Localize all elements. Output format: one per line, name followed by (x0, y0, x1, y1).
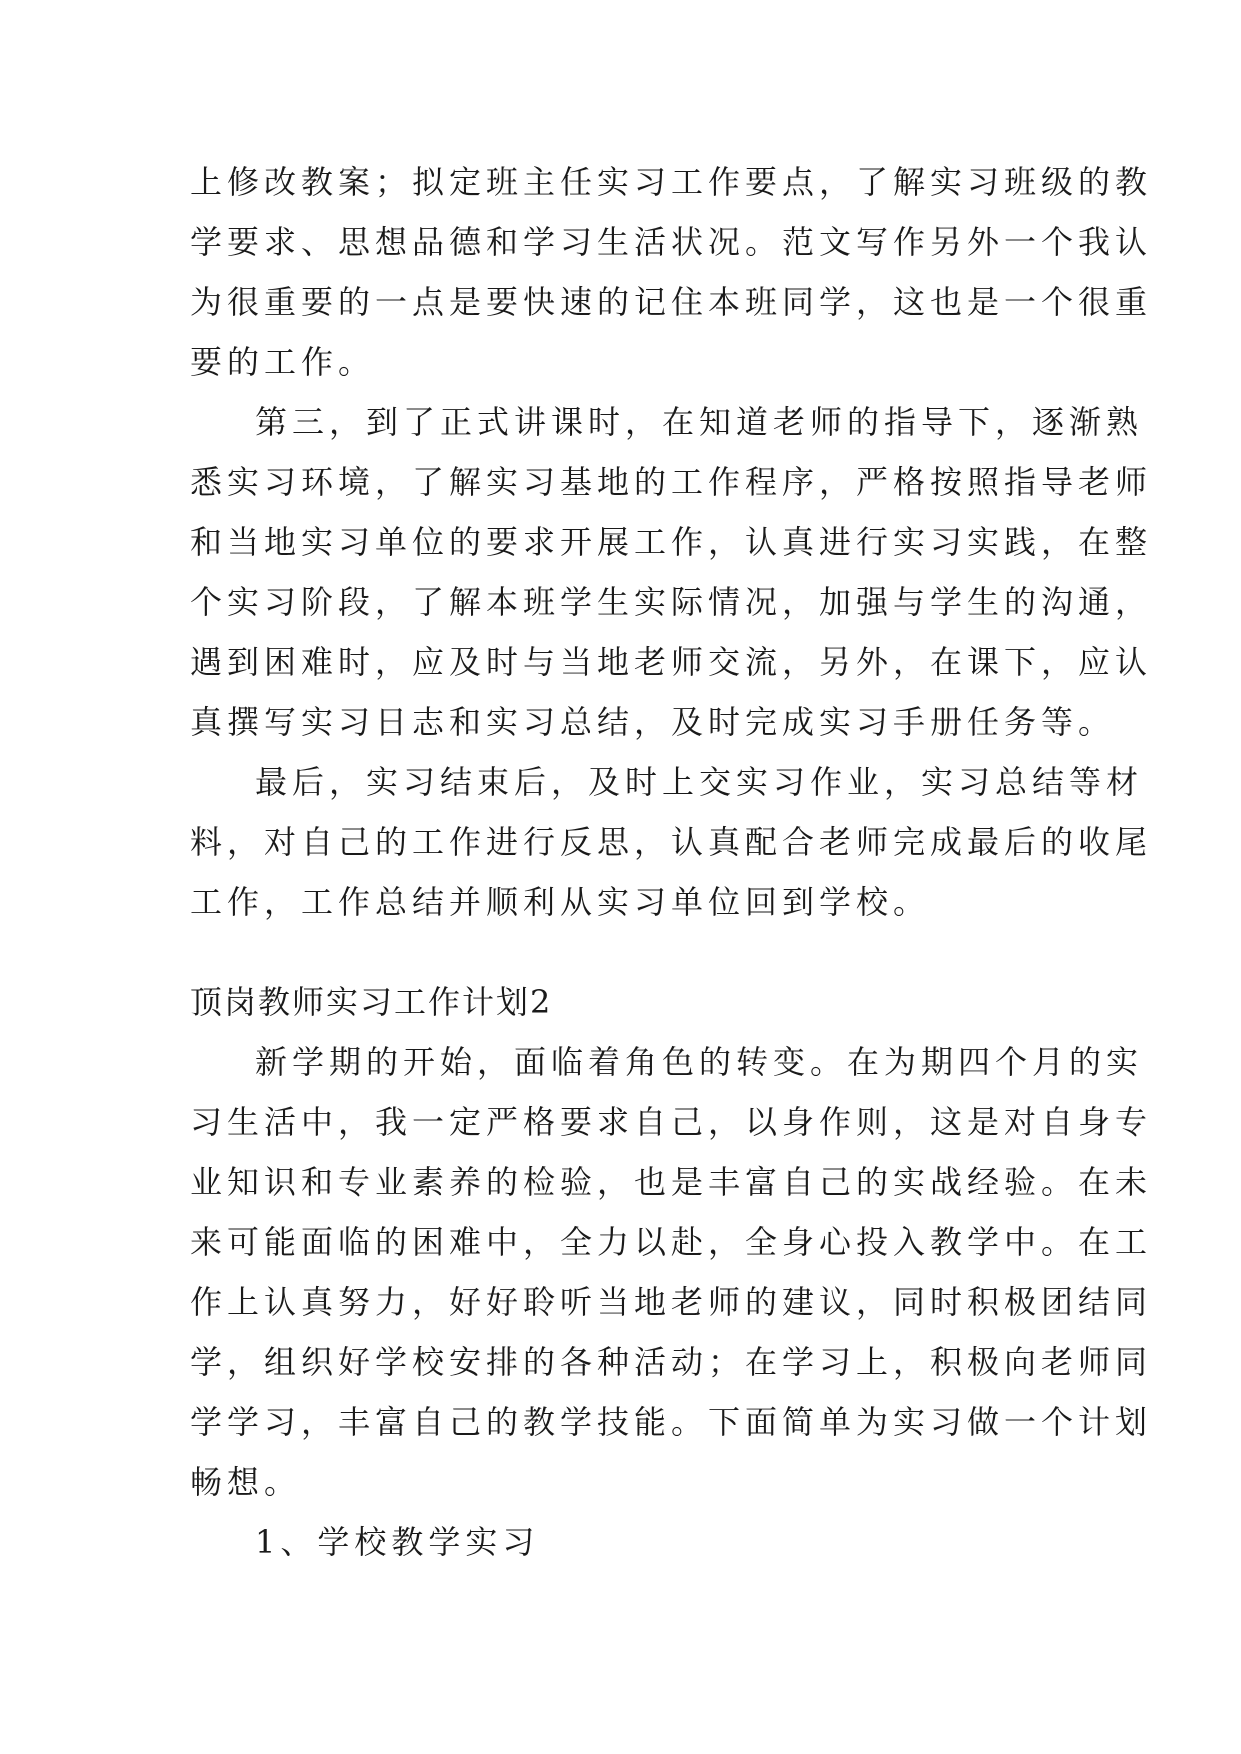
paragraph-line: 和当地实习单位的要求开展工作，认真进行实习实践，在整 (190, 523, 1153, 561)
paragraph-line: 悉实习环境，了解实习基地的工作程序，严格按照指导老师 (190, 463, 1153, 501)
paragraph-line: 第三，到了正式讲课时，在知道老师的指导下，逐渐熟 (255, 403, 1144, 441)
paragraph-line: 工作，工作总结并顺利从实习单位回到学校。 (190, 883, 931, 921)
paragraph-line: 学，组织好学校安排的各种活动；在学习上，积极向老师同 (190, 1343, 1153, 1381)
paragraph-line: 新学期的开始，面临着角色的转变。在为期四个月的实 (255, 1043, 1144, 1081)
paragraph-line: 要的工作。 (190, 343, 376, 381)
paragraph-line: 来可能面临的困难中，全力以赴，全身心投入教学中。在工 (190, 1223, 1153, 1261)
paragraph-line: 最后，实习结束后，及时上交实习作业，实习总结等材 (255, 763, 1144, 801)
paragraph-line: 畅想。 (190, 1463, 302, 1501)
paragraph-line: 料，对自己的工作进行反思，认真配合老师完成最后的收尾 (190, 823, 1153, 861)
paragraph-line: 学要求、思想品德和学习生活状况。范文写作另外一个我认 (190, 223, 1153, 261)
paragraph-line: 个实习阶段，了解本班学生实际情况，加强与学生的沟通， (190, 583, 1153, 621)
paragraph-line: 作上认真努力，好好聆听当地老师的建议，同时积极团结同 (190, 1283, 1153, 1321)
paragraph-line: 遇到困难时，应及时与当地老师交流，另外，在课下，应认 (190, 643, 1153, 681)
paragraph-line: 习生活中，我一定严格要求自己，以身作则，这是对自身专 (190, 1103, 1153, 1141)
paragraph-line: 学学习，丰富自己的教学技能。下面简单为实习做一个计划 (190, 1403, 1153, 1441)
paragraph-line: 上修改教案；拟定班主任实习工作要点，了解实习班级的教 (190, 163, 1153, 201)
list-item-heading: 1、学校教学实习 (255, 1523, 540, 1561)
paragraph-line: 业知识和专业素养的检验，也是丰富自己的实战经验。在未 (190, 1163, 1153, 1201)
section-heading: 顶岗教师实习工作计划2 (190, 983, 553, 1021)
paragraph-line: 真撰写实习日志和实习总结，及时完成实习手册任务等。 (190, 703, 1116, 741)
paragraph-line: 为很重要的一点是要快速的记住本班同学，这也是一个很重 (190, 283, 1153, 321)
